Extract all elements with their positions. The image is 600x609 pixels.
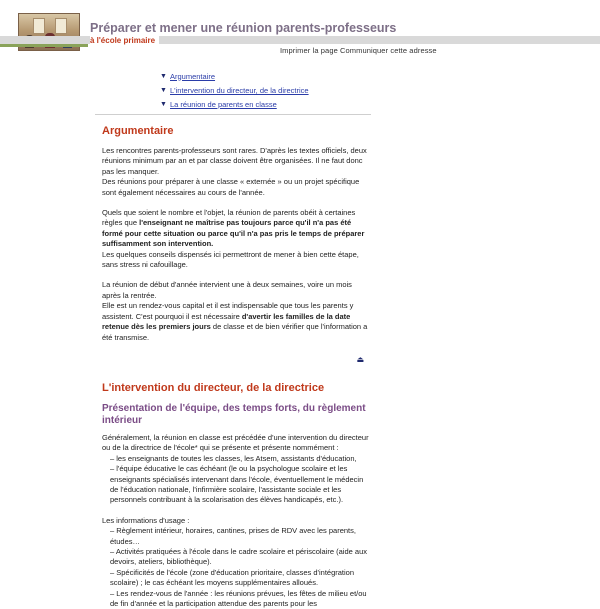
paragraph: Les rencontres parents-professeurs sont rares. D'après les textes officiels, deux réunions minimum par an et par classe doivent être organisées. Il ne faut donc pas les manquer. [102, 146, 367, 176]
text: Quels que soient le nombre et l'objet, la réunion de parents obéit à certaines règles que [102, 208, 356, 228]
paragraph: Les informations d'usage : [102, 515, 190, 525]
section-heading-argumentaire: Argumentaire [102, 125, 174, 137]
back-to-top-bar [102, 353, 370, 375]
page-header [0, 0, 600, 60]
toc-item [160, 97, 309, 111]
table-of-contents [160, 69, 309, 111]
bold-text: l'enseignant ne maîtrise pas toujours parce qu'il n'a pas été formé pour cette situation ou parce qu'il n'a pas pris le temps de préparer suffisamment son intervention. [102, 218, 365, 249]
divider [95, 114, 371, 115]
list-item: – les enseignants de toutes les classes, les Atsem, assistants d'éducation, [110, 453, 357, 463]
list-item: – Activités pratiquées à l'école dans le cadre scolaire et périscolaire (aide aux devoirs, ateliers, bibliothèque). [110, 546, 367, 567]
page-title: Préparer et mener une réunion parents-professeurs [90, 21, 397, 35]
paragraph-date [102, 301, 370, 343]
eject-up-icon[interactable]: ⏏ [356, 354, 364, 364]
triangle-down-icon: ▼ [160, 72, 167, 80]
page-subtitle: à l'école primaire [90, 36, 159, 46]
main-content [102, 118, 370, 609]
utility-links [280, 46, 437, 55]
list-item: – Les rendez-vous de l'année : les réunions prévues, les fêtes de milieu et/ou de fin d'année et la participation attendue des parents pour les [110, 588, 367, 608]
toc-item [160, 83, 309, 97]
subsection-heading: Présentation de l'équipe, des temps forts, du règlement intérieur [102, 402, 366, 426]
paragraph: La réunion de début d'année intervient une à deux semaines, voire un mois après la rentrée. [102, 280, 352, 300]
text: Elle est un rendez-vous capital et il est indispensable que tous les parents y assistent. C'est pourquoi il est nécessaire [102, 301, 354, 321]
share-address-link[interactable]: Communiquer cette adresse [339, 46, 437, 55]
toc-link-intervention[interactable]: L'intervention du directeur, de la directrice [170, 85, 309, 95]
print-page-link[interactable]: Imprimer la page [280, 46, 338, 55]
photo-window [33, 18, 45, 34]
text: Les quelques conseils dispensés ici permettront de mener à bien cette étape, sans stress ni cafouillage. [102, 249, 359, 270]
triangle-down-icon: ▼ [160, 100, 167, 108]
section-heading-intervention: L'intervention du directeur, de la directrice [102, 381, 325, 394]
list-item: – Règlement intérieur, horaires, cantines, prises de RDV avec les parents, études… [110, 526, 356, 546]
list-item: – l'équipe éducative le cas échéant (le ou la psychologue scolaire et les enseignants spécialisés intervenant dans l'école, éventuellement le médecin de l'éducation nationale, l'infirmière scolaire, l'assistante sociale et les personnels contribuant à la scolarisation des élèves handicapés, etc.). [110, 464, 364, 505]
text: de classe et de bien vérifier que l'information a été transmise. [102, 322, 368, 342]
toc-link-reunion-classe[interactable]: La réunion de parents en classe [170, 99, 277, 109]
paragraph-rules [102, 208, 370, 270]
toc-item [160, 69, 309, 83]
list-item: – Spécificités de l'école (zone d'éducation prioritaire, classes d'intégration scolaire) ; le cas échéant les moyens supplémentaires alloués. [110, 567, 355, 588]
triangle-down-icon: ▼ [160, 86, 167, 94]
photo-window [55, 18, 67, 34]
header-green-accent [0, 44, 88, 47]
paragraph: Généralement, la réunion en classe est précédée d'une intervention du directeur ou de la directrice de l'école* qui se présente et présente nommément : [102, 432, 369, 453]
paragraph: Des réunions pour préparer à une classe « externée » ou un projet spécifique sont également nécessaires au cours de l'année. [102, 177, 360, 197]
bold-text: d'avertir les familles de la date retenue dès les premiers jours [102, 311, 351, 332]
toc-link-argumentaire[interactable]: Argumentaire [170, 71, 216, 81]
